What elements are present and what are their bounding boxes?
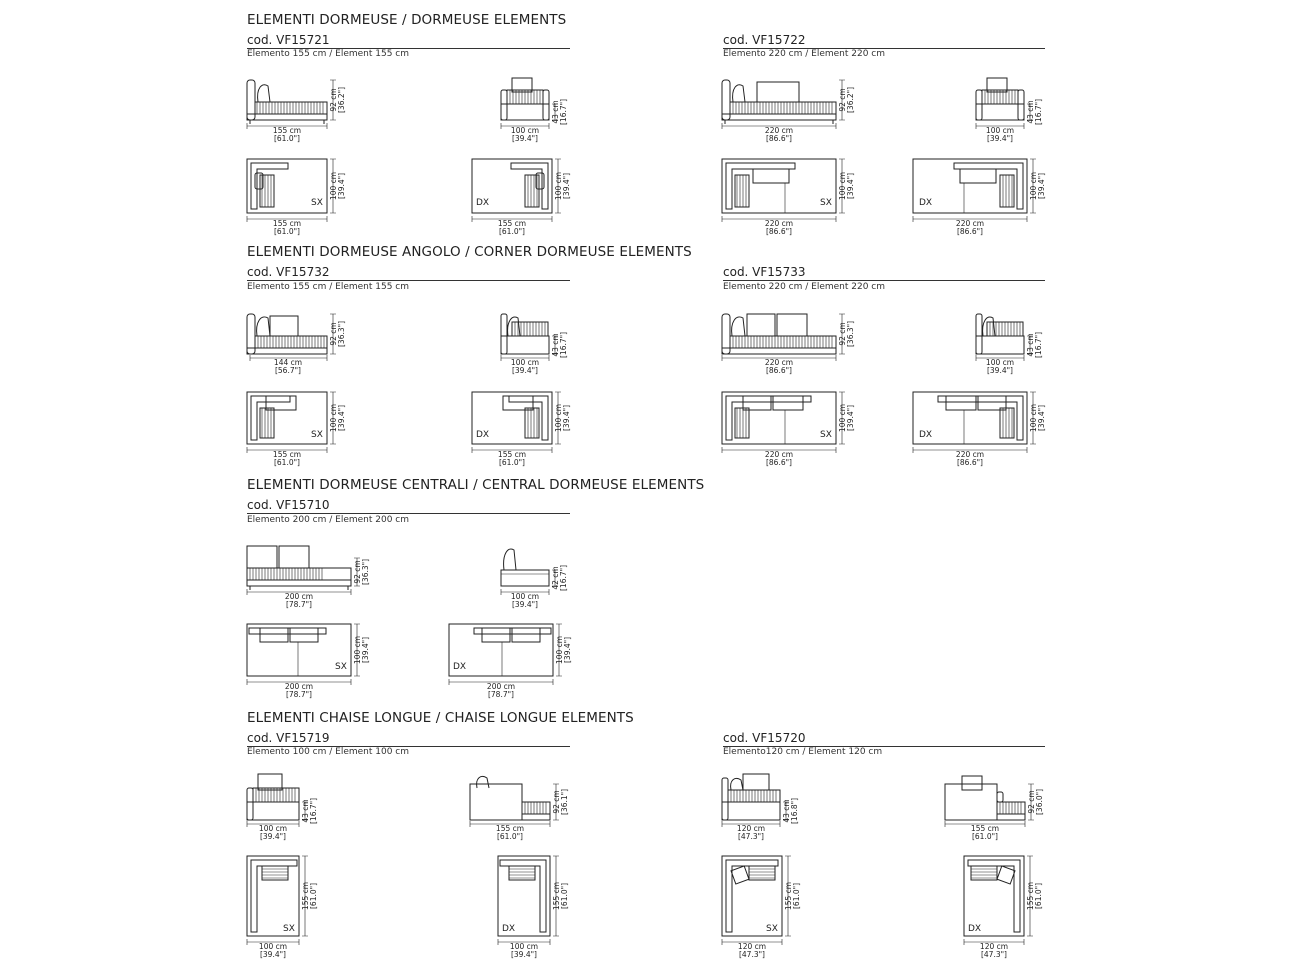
plan-tag: SX: [311, 430, 323, 440]
dim-depth-inch: [61.0"]: [560, 882, 569, 910]
dim-height-inch: [16.7"]: [559, 331, 568, 359]
plan-tag: SX: [283, 924, 295, 934]
dim-depth-inch: [39.4"]: [562, 172, 571, 200]
plan-sx-vf15722: [715, 155, 865, 235]
dim-width-inch: [61.0"]: [971, 832, 999, 841]
subtitle-vf15722: Elemento 220 cm / Element 220 cm: [723, 49, 886, 59]
dim-depth-inch: [61.0"]: [309, 882, 318, 910]
dim-width: 220 cm: [764, 358, 794, 367]
dim-width-inch: [78.7"]: [285, 600, 313, 609]
dim-depth: 100 cm: [838, 403, 847, 433]
side-view-vf15721: [492, 74, 582, 146]
dim-width-inch: [39.4"]: [259, 950, 287, 959]
dim-height: 92 cm: [1027, 790, 1036, 814]
plan-sx-vf15710: [240, 620, 380, 700]
plan-tag: DX: [919, 430, 933, 440]
dim-width: 100 cm: [510, 592, 540, 601]
dim-depth: 100 cm: [353, 635, 362, 665]
dim-depth-inch: [39.4"]: [337, 172, 346, 200]
dim-height: 92 cm: [353, 560, 362, 584]
subtitle-vf15732: Elemento 155 cm / Element 155 cm: [247, 282, 410, 292]
dim-width-inch: [39.4"]: [511, 600, 539, 609]
dim-width: 144 cm: [273, 358, 303, 367]
plan-dx-vf15720: [957, 852, 1057, 964]
section-title-corner-dormeuse: ELEMENTI DORMEUSE ANGOLO / CORNER DORMEUSE ELEMENTS: [247, 244, 692, 260]
dim-width: 220 cm: [764, 126, 794, 135]
dim-height: 92 cm: [552, 790, 561, 814]
dim-height: 43 cm: [782, 799, 791, 823]
dim-width-inch: [47.3"]: [738, 950, 766, 959]
dim-width-inch: [61.0"]: [273, 134, 301, 143]
plan-tag: DX: [919, 198, 933, 208]
dim-width-inch: [39.4"]: [986, 134, 1014, 143]
dim-depth: 155 cm: [784, 881, 793, 911]
dim-width: 200 cm: [284, 592, 314, 601]
dim-depth-inch: [39.4"]: [563, 636, 572, 664]
plan-tag: SX: [335, 662, 347, 672]
code-vf15722: cod. VF15722: [723, 33, 1045, 49]
dim-depth: 155 cm: [552, 881, 561, 911]
front-view-vf15722: [715, 74, 865, 146]
dim-height-inch: [36.0"]: [1035, 788, 1044, 816]
section-title-chaise-longue: ELEMENTI CHAISE LONGUE / CHAISE LONGUE ELEMENTS: [247, 710, 634, 726]
plan-dx-vf15721: [465, 155, 580, 235]
dim-depth: 100 cm: [1029, 403, 1038, 433]
dim-width: 100 cm: [258, 824, 288, 833]
dim-width: 155 cm: [497, 450, 527, 459]
dim-height-inch: [36.1"]: [560, 788, 569, 816]
code-vf15710: cod. VF15710: [247, 498, 570, 514]
dim-width-inch: [47.3"]: [737, 832, 765, 841]
dim-depth: 100 cm: [1029, 171, 1038, 201]
dim-width: 200 cm: [284, 682, 314, 691]
dim-width: 220 cm: [955, 450, 985, 459]
dim-depth-inch: [39.4"]: [846, 172, 855, 200]
dim-depth-inch: [61.0"]: [1034, 882, 1043, 910]
dim-width: 155 cm: [970, 824, 1000, 833]
plan-tag: SX: [820, 430, 832, 440]
dim-depth: 100 cm: [329, 403, 338, 433]
dim-depth-inch: [39.4"]: [1037, 172, 1046, 200]
dim-width: 120 cm: [737, 942, 767, 951]
dim-height-inch: [36.3"]: [361, 558, 370, 586]
plan-dx-vf15719: [491, 852, 581, 964]
dim-depth-inch: [39.4"]: [1037, 404, 1046, 432]
dim-width: 155 cm: [272, 126, 302, 135]
dim-depth: 100 cm: [554, 403, 563, 433]
side-view-vf15720: [938, 770, 1058, 845]
subtitle-vf15719: Elemento 100 cm / Element 100 cm: [247, 747, 410, 757]
dim-height-inch: [36.3"]: [846, 320, 855, 348]
dim-width: 155 cm: [272, 219, 302, 228]
dim-height-inch: [16.7"]: [1034, 98, 1043, 126]
dim-height-inch: [36.3"]: [337, 320, 346, 348]
dim-width: 155 cm: [495, 824, 525, 833]
section-title-dormeuse: ELEMENTI DORMEUSE / DORMEUSE ELEMENTS: [247, 12, 567, 28]
dim-width: 220 cm: [955, 219, 985, 228]
plan-tag: DX: [453, 662, 467, 672]
dim-height-inch: [16.7"]: [309, 797, 318, 825]
plan-sx-vf15719: [240, 852, 330, 964]
front-view-vf15732: [240, 306, 355, 378]
dim-width: 155 cm: [497, 219, 527, 228]
dim-height: 43 cm: [1026, 333, 1035, 357]
dim-height: 92 cm: [838, 322, 847, 346]
dim-height: 92 cm: [838, 88, 847, 112]
front-view-vf15720: [715, 770, 815, 845]
dim-width-inch: [61.0"]: [496, 832, 524, 841]
dim-width: 120 cm: [736, 824, 766, 833]
dim-width-inch: [86.6"]: [956, 458, 984, 467]
plan-tag: DX: [476, 198, 490, 208]
dim-width-inch: [61.0"]: [273, 227, 301, 236]
side-view-vf15719: [463, 770, 583, 845]
dim-height: 43 cm: [301, 799, 310, 823]
code-vf15721: cod. VF15721: [247, 33, 570, 49]
dim-width: 200 cm: [486, 682, 516, 691]
dim-width-inch: [61.0"]: [498, 227, 526, 236]
plan-sx-vf15720: [715, 852, 815, 964]
dim-width-inch: [61.0"]: [273, 458, 301, 467]
dim-width-inch: [86.6"]: [765, 458, 793, 467]
plan-sx-vf15732: [240, 388, 355, 468]
dim-width-inch: [86.6"]: [956, 227, 984, 236]
section-title-central-dormeuse: ELEMENTI DORMEUSE CENTRALI / CENTRAL DORMEUSE ELEMENTS: [247, 477, 705, 493]
dim-depth: 100 cm: [838, 171, 847, 201]
code-vf15732: cod. VF15732: [247, 265, 570, 281]
dim-height-inch: [36.2"]: [846, 86, 855, 114]
dim-depth: 155 cm: [301, 881, 310, 911]
plan-tag: SX: [766, 924, 778, 934]
dim-height: 43 cm: [1026, 100, 1035, 124]
dim-width-inch: [39.4"]: [511, 134, 539, 143]
dim-width-inch: [39.4"]: [511, 366, 539, 375]
dim-height: 43 cm: [551, 333, 560, 357]
code-vf15720: cod. VF15720: [723, 731, 1045, 747]
plan-tag: DX: [502, 924, 516, 934]
dim-width-inch: [47.3"]: [980, 950, 1008, 959]
dim-depth-inch: [39.4"]: [361, 636, 370, 664]
subtitle-vf15720: Elemento120 cm / Element 120 cm: [723, 747, 883, 757]
dim-width-inch: [78.7"]: [487, 690, 515, 699]
front-view-vf15719: [240, 770, 330, 845]
dim-width-inch: [61.0"]: [498, 458, 526, 467]
dim-width: 100 cm: [510, 358, 540, 367]
dim-width-inch: [39.4"]: [510, 950, 538, 959]
dim-depth-inch: [39.4"]: [562, 404, 571, 432]
dim-width: 100 cm: [509, 942, 539, 951]
code-vf15719: cod. VF15719: [247, 731, 570, 747]
dim-width: 100 cm: [258, 942, 288, 951]
dim-width: 155 cm: [272, 450, 302, 459]
side-view-vf15733: [967, 306, 1057, 378]
dim-width-inch: [78.7"]: [285, 690, 313, 699]
dim-width: 220 cm: [764, 450, 794, 459]
dim-height: 92 cm: [329, 88, 338, 112]
plan-sx-vf15733: [715, 388, 865, 468]
subtitle-vf15710: Elemento 200 cm / Element 200 cm: [247, 515, 410, 525]
dim-width-inch: [39.4"]: [986, 366, 1014, 375]
subtitle-vf15721: Elemento 155 cm / Element 155 cm: [247, 49, 410, 59]
dim-height-inch: [16.8"]: [790, 797, 799, 825]
side-view-vf15722: [967, 74, 1057, 146]
plan-dx-vf15722: [906, 155, 1056, 235]
dim-depth: 100 cm: [329, 171, 338, 201]
plan-tag: DX: [968, 924, 982, 934]
dim-depth-inch: [39.4"]: [846, 404, 855, 432]
plan-sx-vf15721: [240, 155, 355, 235]
plan-dx-vf15733: [906, 388, 1056, 468]
dim-depth: 100 cm: [555, 635, 564, 665]
front-view-vf15721: [240, 74, 355, 146]
dim-height: 42 cm: [551, 566, 560, 590]
dim-width: 220 cm: [764, 219, 794, 228]
dim-width-inch: [39.4"]: [259, 832, 287, 841]
dim-depth-inch: [61.0"]: [792, 882, 801, 910]
dim-width: 120 cm: [979, 942, 1009, 951]
dim-height-inch: [36.2"]: [337, 86, 346, 114]
subtitle-vf15733: Elemento 220 cm / Element 220 cm: [723, 282, 886, 292]
dim-depth-inch: [39.4"]: [337, 404, 346, 432]
dim-width-inch: [86.6"]: [765, 366, 793, 375]
plan-dx-vf15710: [442, 620, 582, 700]
plan-tag: DX: [476, 430, 490, 440]
dim-height: 92 cm: [329, 322, 338, 346]
dim-height: 43 cm: [551, 100, 560, 124]
plan-tag: SX: [311, 198, 323, 208]
dim-width-inch: [86.6"]: [765, 227, 793, 236]
dim-depth: 155 cm: [1026, 881, 1035, 911]
dim-height-inch: [16.7"]: [559, 564, 568, 592]
dim-width-inch: [56.7"]: [274, 366, 302, 375]
dim-width: 100 cm: [510, 126, 540, 135]
dim-height-inch: [16.7"]: [1034, 331, 1043, 359]
dim-width-inch: [86.6"]: [765, 134, 793, 143]
dim-width: 100 cm: [985, 358, 1015, 367]
side-view-vf15732: [492, 306, 582, 378]
code-vf15733: cod. VF15733: [723, 265, 1045, 281]
dim-depth: 100 cm: [554, 171, 563, 201]
side-view-vf15710: [492, 540, 582, 612]
front-view-vf15733: [715, 306, 865, 378]
front-view-vf15710: [240, 540, 380, 612]
dim-height-inch: [16.7"]: [559, 98, 568, 126]
dim-width: 100 cm: [985, 126, 1015, 135]
plan-dx-vf15732: [465, 388, 580, 468]
plan-tag: SX: [820, 198, 832, 208]
